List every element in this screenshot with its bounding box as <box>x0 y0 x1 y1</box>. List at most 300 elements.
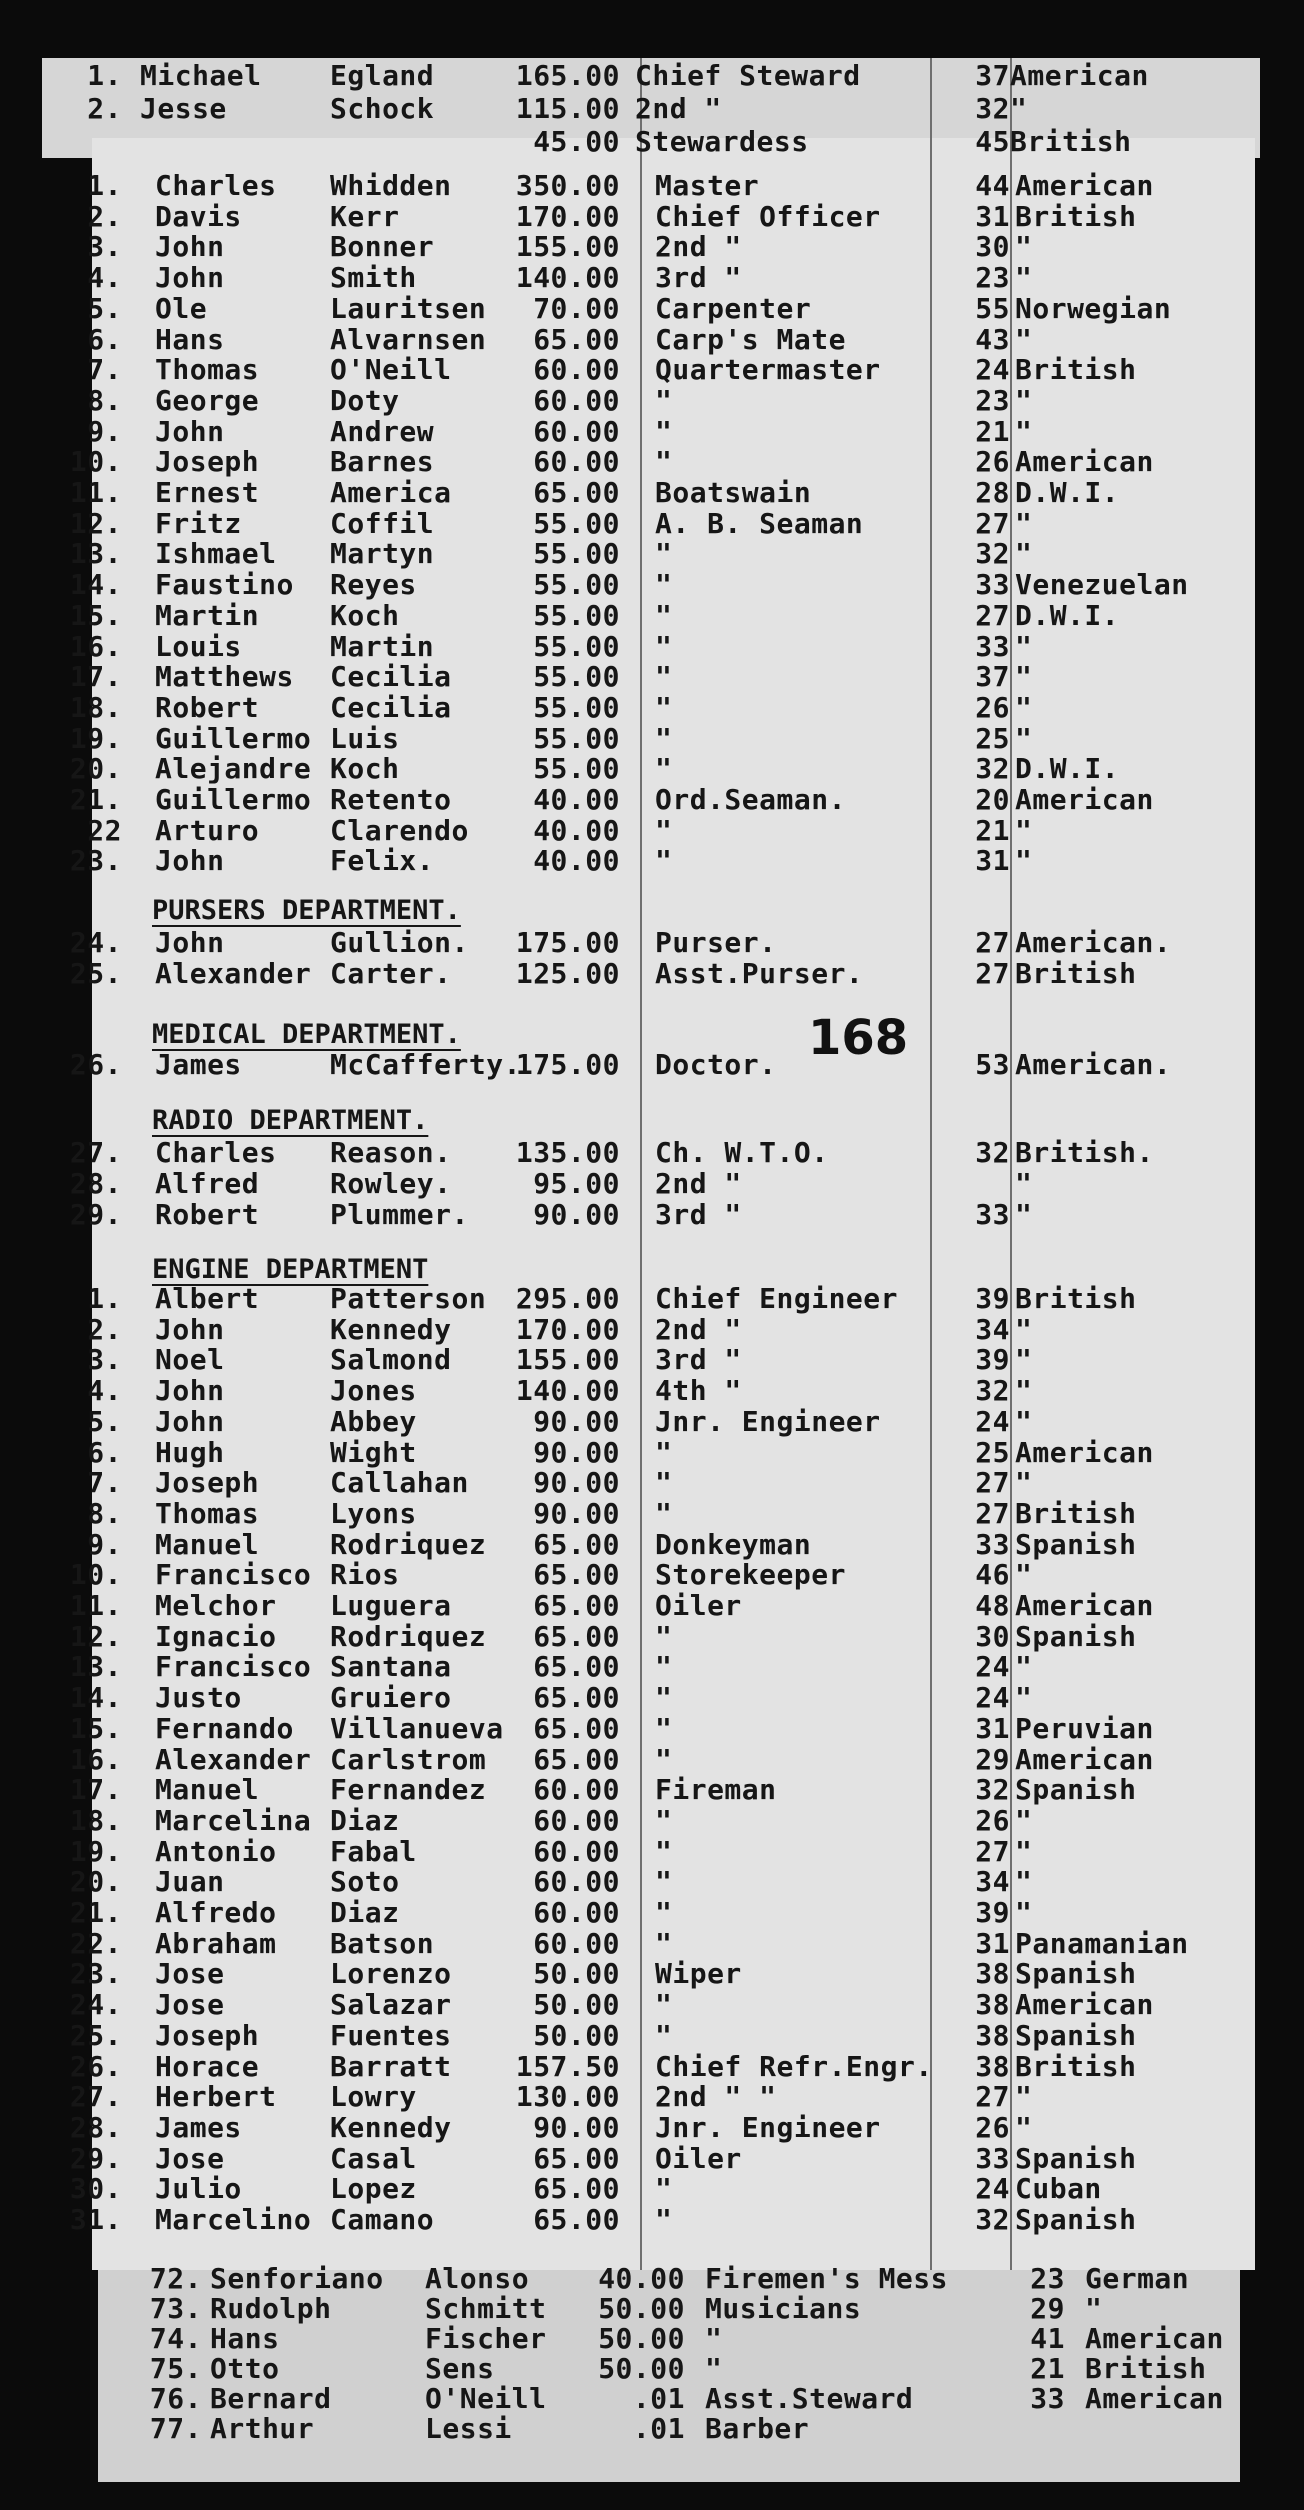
crew-row <box>0 293 1304 324</box>
rating: " <box>655 813 673 847</box>
salary: 125.00 <box>515 957 620 990</box>
nationality: Spanish <box>1015 2141 1137 2175</box>
salary: 170.00 <box>515 1312 620 1346</box>
last-name: McCafferty. <box>330 1048 521 1081</box>
salary: 95.00 <box>533 1167 620 1200</box>
first-name: Jose <box>155 1988 225 2022</box>
rating: 3rd " <box>655 261 742 295</box>
crew-row <box>0 2143 1304 2174</box>
crew-row <box>0 1590 1304 1621</box>
rating: " <box>655 414 673 448</box>
age: 30 <box>975 1619 1010 1653</box>
age: 38 <box>975 2049 1010 2083</box>
rating: Stewardess <box>635 125 809 158</box>
rating: Jnr. Engineer <box>655 2110 881 2144</box>
nationality: " <box>1015 1312 1033 1346</box>
salary: 65.00 <box>533 1589 620 1622</box>
first-name: Charles <box>155 169 277 202</box>
salary: 55.00 <box>533 629 620 663</box>
rating: " <box>655 1926 673 1960</box>
salary: 65.00 <box>533 476 620 509</box>
rating: A. B. Seaman <box>655 506 864 540</box>
crew-row <box>0 2383 1304 2414</box>
first-name: Alfred <box>155 1167 260 1200</box>
age: 27 <box>975 957 1010 990</box>
nationality: " <box>1015 1558 1033 1592</box>
first-name: John <box>155 1312 225 1346</box>
salary: 90.00 <box>533 1435 620 1469</box>
nationality: American <box>1015 169 1154 202</box>
rating: Chief Refr.Engr. <box>655 2049 933 2083</box>
rating: Carpenter <box>655 291 812 325</box>
crew-row <box>0 538 1304 569</box>
last-name: Kennedy <box>330 1312 452 1346</box>
row-number: 19. <box>69 721 122 755</box>
rating: " <box>655 844 673 878</box>
last-name: Schmitt <box>425 2292 547 2325</box>
first-name: Horace <box>155 2049 260 2083</box>
first-name: Guillermo <box>155 783 312 816</box>
nationality: " <box>1010 92 1028 125</box>
crew-row <box>0 1437 1304 1468</box>
row-number: 31. <box>69 2203 122 2236</box>
row-number: 16. <box>69 1742 122 1776</box>
nationality: D.W.I. <box>1015 598 1120 632</box>
row-number: 1. <box>87 1282 122 1315</box>
nationality: Spanish <box>1015 2018 1137 2052</box>
first-name: Justo <box>155 1681 242 1715</box>
crew-row <box>0 1375 1304 1406</box>
age: 24 <box>975 2172 1010 2206</box>
rating: " <box>655 1711 673 1745</box>
first-name: Marcelina <box>155 1803 312 1837</box>
row-number: 10. <box>69 445 122 479</box>
rating: " <box>655 568 673 602</box>
row-number: 7. <box>87 1466 122 1500</box>
salary: 295.00 <box>515 1282 620 1315</box>
first-name: Jose <box>155 2141 225 2175</box>
row-number: 74. <box>149 2322 202 2355</box>
rating: Oiler <box>655 1589 742 1622</box>
row-number: 1. <box>87 59 122 92</box>
row-number: 30. <box>69 2172 122 2206</box>
nationality: American. <box>1015 926 1172 959</box>
crew-row <box>0 569 1304 600</box>
last-name: Martin <box>330 629 435 663</box>
age: 30 <box>975 230 1010 264</box>
row-number: 28. <box>69 1167 122 1200</box>
crew-row <box>0 661 1304 692</box>
row-number: 17. <box>69 660 122 694</box>
last-name: Clarendo <box>330 813 469 847</box>
age: 27 <box>975 2080 1010 2114</box>
crew-row <box>0 201 1304 232</box>
crew-row <box>0 1989 1304 2020</box>
rating: " <box>655 1619 673 1653</box>
age: 24 <box>975 353 1010 387</box>
salary: 55.00 <box>533 537 620 571</box>
age: 39 <box>975 1282 1010 1315</box>
first-name: Alexander <box>155 957 312 990</box>
crew-row <box>0 508 1304 539</box>
salary: 90.00 <box>533 2110 620 2144</box>
salary: 50.00 <box>533 1988 620 2022</box>
nationality: " <box>1085 2292 1103 2325</box>
rating: Wiper <box>655 1957 742 1991</box>
salary: 50.00 <box>598 2352 685 2385</box>
nationality: American. <box>1015 1048 1172 1081</box>
rating: " <box>655 2172 673 2206</box>
last-name: Doty <box>330 383 400 417</box>
row-number: 24. <box>69 1988 122 2022</box>
age: 32 <box>975 1374 1010 1408</box>
last-name: Cecilia <box>330 660 452 694</box>
last-name: Sens <box>425 2352 495 2385</box>
row-number: 29. <box>69 2141 122 2175</box>
first-name: James <box>155 1048 242 1081</box>
rating: 3rd " <box>655 1343 742 1377</box>
nationality: American <box>1015 1435 1154 1469</box>
first-name: George <box>155 383 260 417</box>
row-number: 16. <box>69 629 122 663</box>
crew-row <box>0 2051 1304 2082</box>
salary: 350.00 <box>515 169 620 202</box>
row-number: 27. <box>69 2080 122 2114</box>
first-name: Louis <box>155 629 242 663</box>
row-number: 22 <box>87 813 122 847</box>
first-name: John <box>155 414 225 448</box>
age: 27 <box>975 926 1010 959</box>
crew-row <box>0 815 1304 846</box>
nationality: German <box>1085 2262 1190 2295</box>
rating: 4th " <box>655 1374 742 1408</box>
row-number: 19. <box>69 1834 122 1868</box>
first-name: Francisco <box>155 1558 312 1592</box>
first-name: Jesse <box>140 92 227 125</box>
nationality: " <box>1015 2080 1033 2114</box>
rating: " <box>655 1496 673 1530</box>
age: 44 <box>975 169 1010 202</box>
rating: " <box>655 1865 673 1899</box>
age: 46 <box>975 1558 1010 1592</box>
row-number: 21. <box>69 783 122 816</box>
rating: 2nd " <box>655 230 742 264</box>
crew-row <box>0 1928 1304 1959</box>
first-name: Robert <box>155 690 260 724</box>
nationality: Spanish <box>1015 1957 1137 1991</box>
nationality: " <box>1015 1681 1033 1715</box>
crew-row <box>0 126 1304 157</box>
age: 24 <box>975 1650 1010 1684</box>
salary: 60.00 <box>533 1834 620 1868</box>
rating: Jnr. Engineer <box>655 1404 881 1438</box>
rating: Musicians <box>705 2292 862 2325</box>
age: 39 <box>975 1896 1010 1929</box>
row-number: 24. <box>69 926 122 959</box>
last-name: Diaz <box>330 1803 400 1837</box>
radio-department-heading: RADIO DEPARTMENT. <box>152 1105 429 1136</box>
crew-row <box>0 1344 1304 1375</box>
row-number: 2. <box>87 199 122 233</box>
salary: 175.00 <box>515 1048 620 1081</box>
age: 20 <box>975 783 1010 816</box>
first-name: John <box>155 1374 225 1408</box>
last-name: Fuentes <box>330 2018 452 2052</box>
age: 23 <box>975 383 1010 417</box>
last-name: Felix. <box>330 844 435 878</box>
crew-row <box>0 1744 1304 1775</box>
rating: Firemen's Mess <box>705 2262 949 2295</box>
nationality: " <box>1015 414 1033 448</box>
row-number: 8. <box>87 383 122 417</box>
age: 34 <box>975 1865 1010 1899</box>
salary: 65.00 <box>533 1527 620 1561</box>
salary: 90.00 <box>533 1496 620 1530</box>
rating: Donkeyman <box>655 1527 812 1561</box>
crew-row <box>0 1168 1304 1199</box>
salary: 60.00 <box>533 383 620 417</box>
salary: 60.00 <box>533 1803 620 1837</box>
salary: 135.00 <box>515 1136 620 1169</box>
age: 24 <box>975 1404 1010 1438</box>
salary: 55.00 <box>533 660 620 694</box>
crew-row <box>0 631 1304 662</box>
first-name: Albert <box>155 1282 260 1315</box>
salary: 155.00 <box>515 230 620 264</box>
salary: 50.00 <box>533 1957 620 1991</box>
last-name: Whidden <box>330 169 452 202</box>
nationality: American <box>1015 1742 1154 1776</box>
age: 31 <box>975 844 1010 878</box>
crew-row <box>0 1049 1304 1080</box>
crew-row <box>0 1651 1304 1682</box>
nationality: Spanish <box>1015 1773 1137 1807</box>
last-name: Fischer <box>425 2322 547 2355</box>
last-name: Cecilia <box>330 690 452 724</box>
row-number: 23. <box>69 844 122 878</box>
last-name: Batson <box>330 1926 435 1960</box>
nationality: Panamanian <box>1015 1926 1189 1960</box>
first-name: Francisco <box>155 1650 312 1684</box>
last-name: Bonner <box>330 230 435 264</box>
salary: 130.00 <box>515 2080 620 2114</box>
salary: 55.00 <box>533 690 620 724</box>
last-name: Rowley. <box>330 1167 452 1200</box>
rating: " <box>705 2352 723 2385</box>
rating: " <box>655 1650 673 1684</box>
nationality: Spanish <box>1015 1619 1137 1653</box>
nationality: " <box>1015 1466 1033 1500</box>
rating: Storekeeper <box>655 1558 846 1592</box>
row-number: 73. <box>149 2292 202 2325</box>
last-name: Salmond <box>330 1343 452 1377</box>
age: 26 <box>975 445 1010 479</box>
last-name: Barratt <box>330 2049 452 2083</box>
last-name: Lessi <box>425 2412 512 2445</box>
rating: Master <box>655 169 760 202</box>
salary: 140.00 <box>515 261 620 295</box>
nationality: " <box>1015 261 1033 295</box>
first-name: Abraham <box>155 1926 277 1960</box>
last-name: Callahan <box>330 1466 469 1500</box>
crew-row <box>0 2204 1304 2235</box>
crew-row <box>0 477 1304 508</box>
nationality: British <box>1015 199 1137 233</box>
age: 33 <box>975 629 1010 663</box>
salary: 65.00 <box>533 1619 620 1653</box>
last-name: Salazar <box>330 1988 452 2022</box>
last-name: Fabal <box>330 1834 417 1868</box>
nationality: " <box>1015 1865 1033 1899</box>
rating: Chief Steward <box>635 59 861 92</box>
row-number: 2. <box>87 1312 122 1346</box>
age: 33 <box>975 1198 1010 1231</box>
salary: 60.00 <box>533 414 620 448</box>
nationality: " <box>1015 844 1033 878</box>
crew-row <box>0 1529 1304 1560</box>
crew-row <box>0 2293 1304 2324</box>
nationality: " <box>1015 1404 1033 1438</box>
rating: " <box>655 2018 673 2052</box>
nationality: British. <box>1015 1136 1154 1169</box>
row-number: 1. <box>87 169 122 202</box>
first-name: Thomas <box>155 353 260 387</box>
rating: " <box>655 660 673 694</box>
crew-row <box>0 1621 1304 1652</box>
salary: 65.00 <box>533 1558 620 1592</box>
last-name: Wight <box>330 1435 417 1469</box>
last-name: Casal <box>330 2141 417 2175</box>
row-number: 5. <box>87 1404 122 1438</box>
crew-row <box>0 692 1304 723</box>
last-name: O'Neill <box>330 353 452 387</box>
row-number: 72. <box>149 2262 202 2295</box>
row-number: 15. <box>69 598 122 632</box>
row-number: 6. <box>87 1435 122 1469</box>
age: 29 <box>1030 2292 1065 2325</box>
crew-row <box>0 1559 1304 1590</box>
nationality: Norwegian <box>1015 291 1172 325</box>
first-name: Davis <box>155 199 242 233</box>
last-name: Alvarnsen <box>330 322 487 356</box>
rating: " <box>655 445 673 479</box>
row-number: 26. <box>69 2049 122 2083</box>
nationality: American <box>1085 2322 1224 2355</box>
salary: 70.00 <box>533 291 620 325</box>
rating: " <box>655 537 673 571</box>
salary: 50.00 <box>598 2322 685 2355</box>
last-name: Camano <box>330 2203 435 2236</box>
last-name: Kerr <box>330 199 400 233</box>
row-number: 12. <box>69 506 122 540</box>
salary: 90.00 <box>533 1466 620 1500</box>
crew-row <box>0 723 1304 754</box>
nationality: Venezuelan <box>1015 568 1189 602</box>
nationality: American <box>1015 783 1154 816</box>
age: 38 <box>975 2018 1010 2052</box>
salary: 60.00 <box>533 1926 620 1960</box>
first-name: Fernando <box>155 1711 294 1745</box>
age: 29 <box>975 1742 1010 1776</box>
row-number: 3. <box>87 1343 122 1377</box>
first-name: Matthews <box>155 660 294 694</box>
rating: Asst.Purser. <box>655 957 864 990</box>
last-name: Lyons <box>330 1496 417 1530</box>
row-number: 27. <box>69 1136 122 1169</box>
last-name: Abbey <box>330 1404 417 1438</box>
age: 21 <box>1030 2352 1065 2385</box>
age: 26 <box>975 1803 1010 1837</box>
rating: " <box>655 2203 673 2236</box>
first-name: Julio <box>155 2172 242 2206</box>
crew-row <box>0 600 1304 631</box>
crew-row <box>0 1137 1304 1168</box>
row-number: 29. <box>69 1198 122 1231</box>
row-number: 14. <box>69 1681 122 1715</box>
age: 37 <box>975 59 1010 92</box>
crew-row <box>0 1836 1304 1867</box>
row-number: 9. <box>87 414 122 448</box>
row-number: 11. <box>69 476 122 509</box>
rating: " <box>655 1988 673 2022</box>
row-number: 14. <box>69 568 122 602</box>
first-name: Melchor <box>155 1589 277 1622</box>
first-name: James <box>155 2110 242 2144</box>
age: 32 <box>975 752 1010 786</box>
salary: 50.00 <box>598 2292 685 2325</box>
crew-row <box>0 1958 1304 1989</box>
first-name: Bernard <box>210 2382 332 2415</box>
last-name: Rodriquez <box>330 1527 487 1561</box>
last-name: Alonso <box>425 2262 530 2295</box>
first-name: Ishmael <box>155 537 277 571</box>
row-number: 9. <box>87 1527 122 1561</box>
last-name: Andrew <box>330 414 435 448</box>
engine-department-heading: ENGINE DEPARTMENT <box>152 1254 429 1285</box>
row-number: 26. <box>69 1048 122 1081</box>
nationality: British <box>1015 2049 1137 2083</box>
row-number: 22. <box>69 1926 122 1960</box>
last-name: Luguera <box>330 1589 452 1622</box>
salary: 40.00 <box>598 2262 685 2295</box>
last-name: America <box>330 476 452 509</box>
crew-row <box>0 324 1304 355</box>
first-name: Ignacio <box>155 1619 277 1653</box>
crew-row <box>0 845 1304 876</box>
age: 26 <box>975 690 1010 724</box>
age: 55 <box>975 291 1010 325</box>
nationality: British <box>1010 125 1132 158</box>
nationality: " <box>1015 383 1033 417</box>
salary: 45.00 <box>533 125 620 158</box>
age: 31 <box>975 1711 1010 1745</box>
row-number: 4. <box>87 1374 122 1408</box>
nationality: " <box>1015 721 1033 755</box>
last-name: Gullion. <box>330 926 469 959</box>
last-name: Koch <box>330 752 400 786</box>
nationality: Spanish <box>1015 1527 1137 1561</box>
salary: 65.00 <box>533 2172 620 2206</box>
age: 37 <box>975 660 1010 694</box>
nationality: American <box>1010 59 1149 92</box>
last-name: Egland <box>330 59 435 92</box>
salary: 175.00 <box>515 926 620 959</box>
salary: 60.00 <box>533 445 620 479</box>
rating: " <box>655 1466 673 1500</box>
first-name: Antonio <box>155 1834 277 1868</box>
age: 33 <box>1030 2382 1065 2415</box>
first-name: Arturo <box>155 813 260 847</box>
